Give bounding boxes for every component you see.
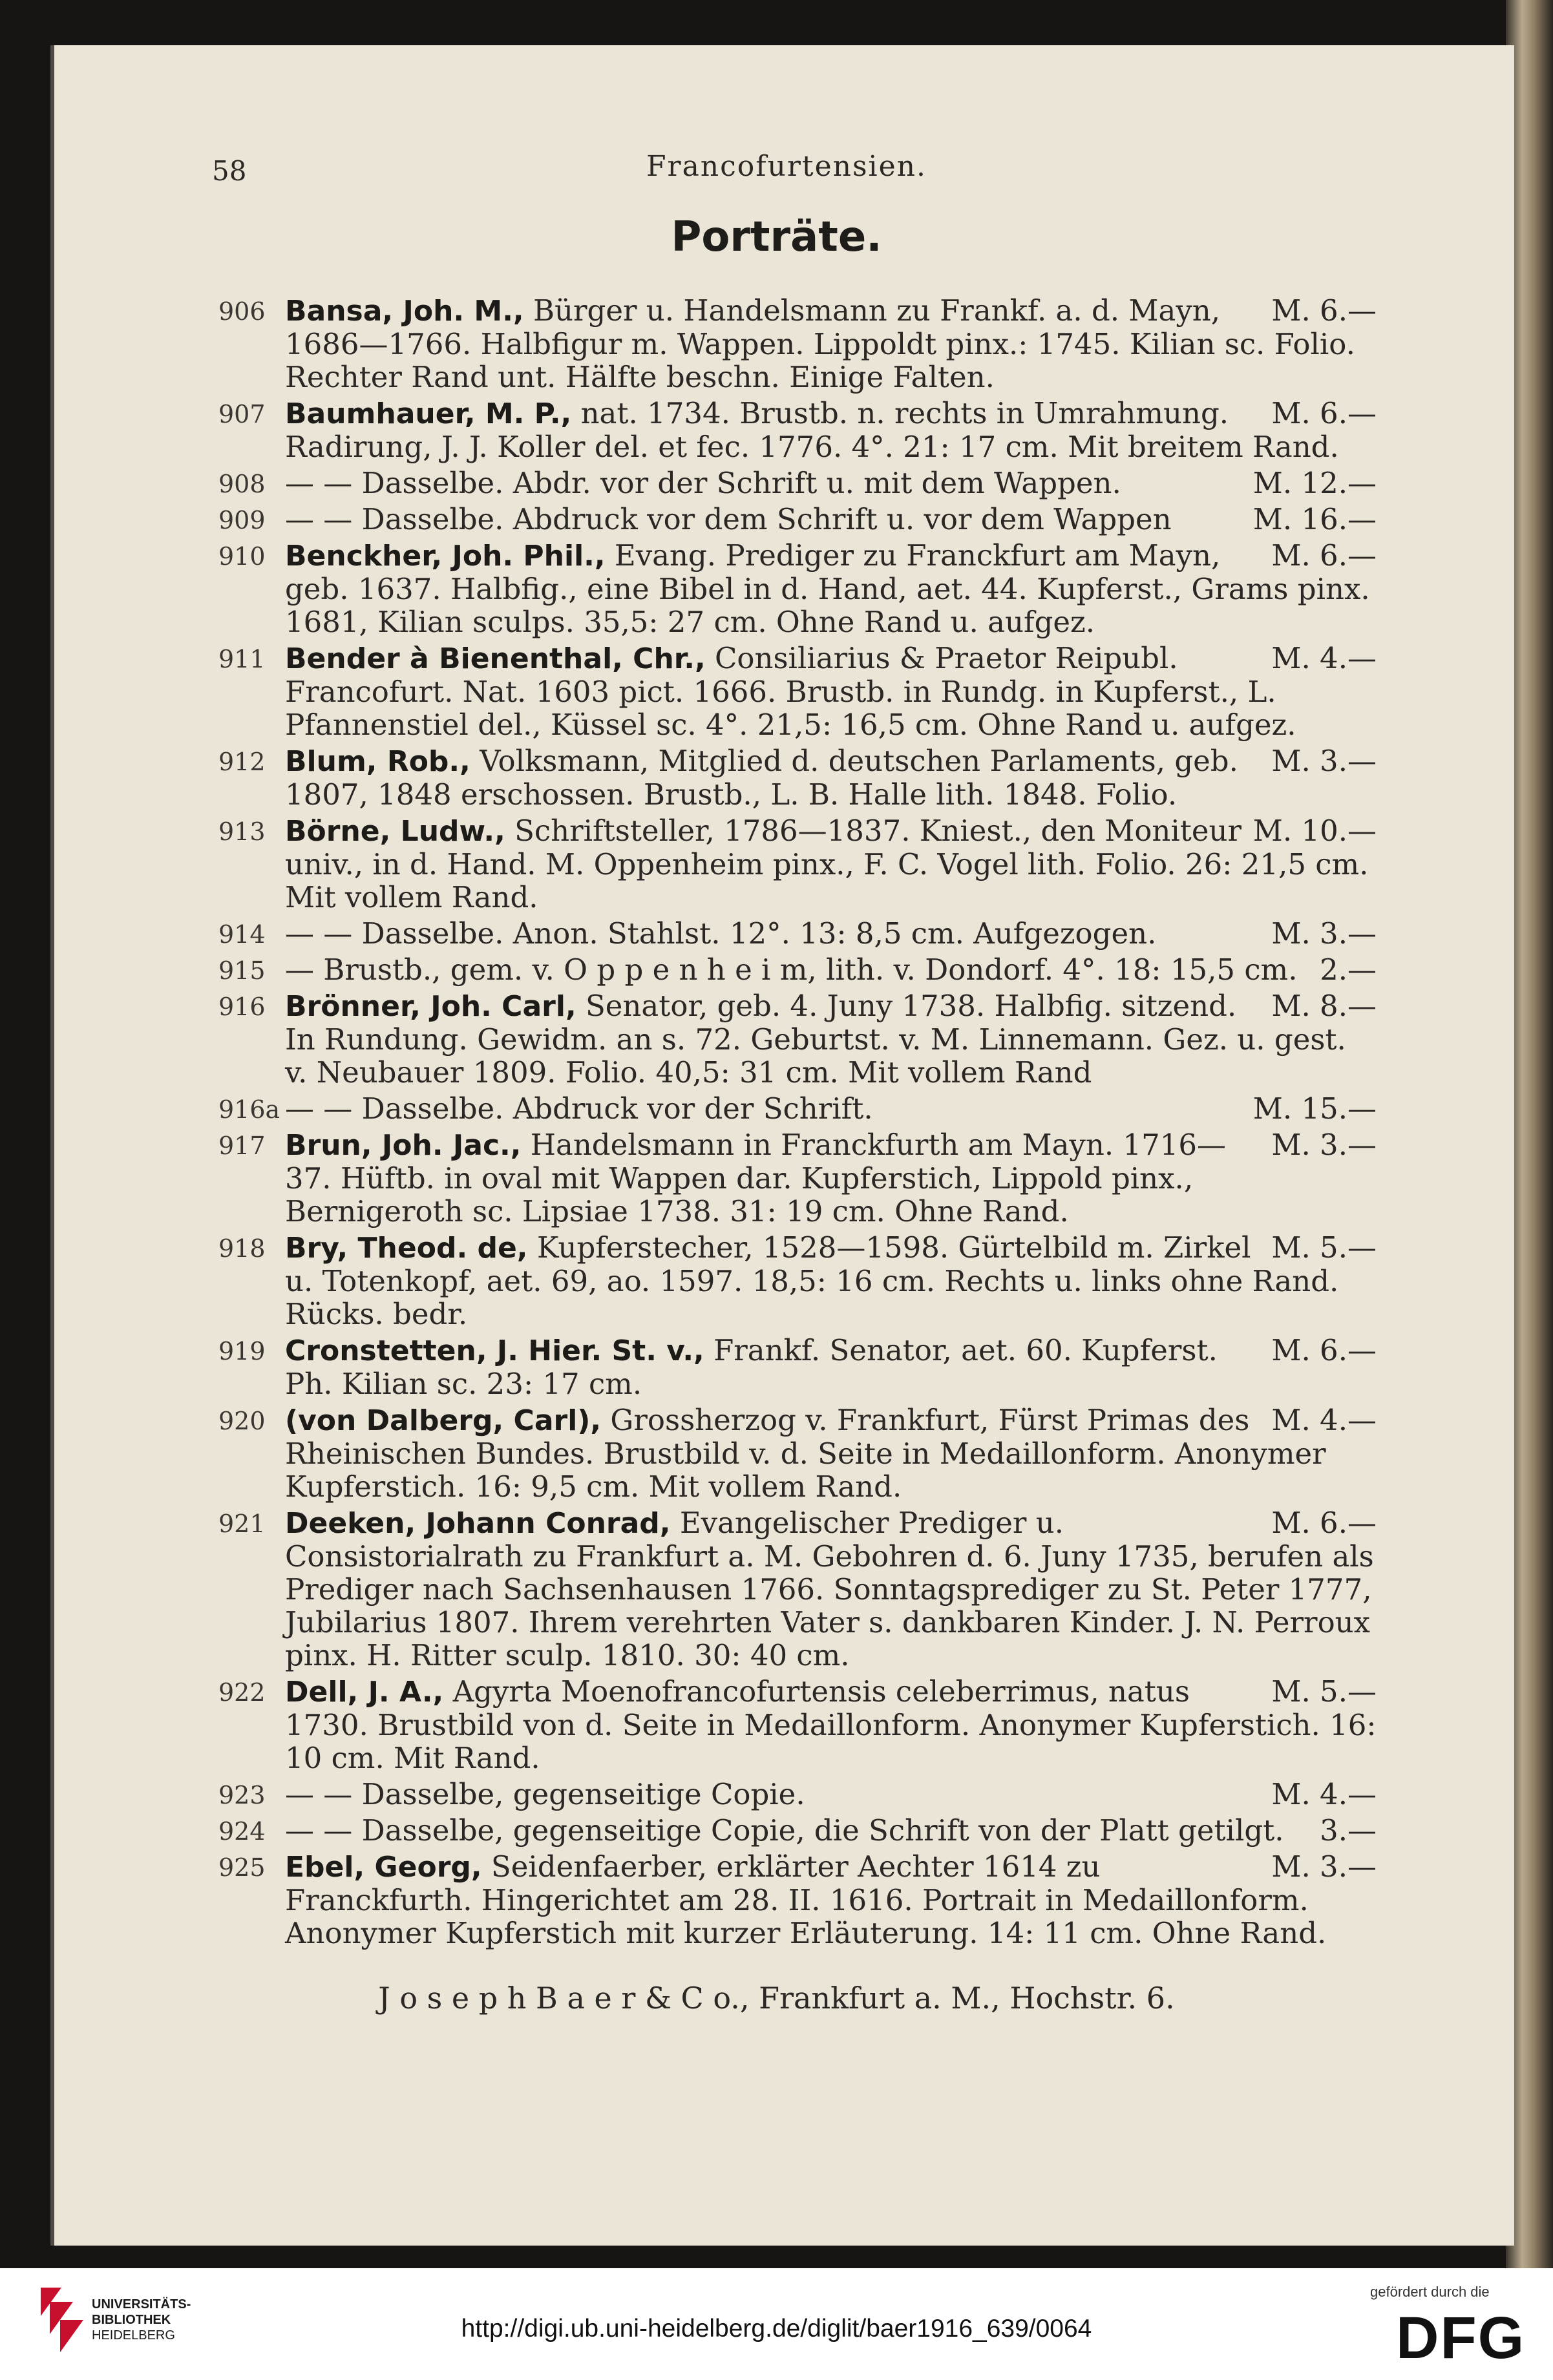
entry-price: M. 6.— (1271, 396, 1377, 430)
catalog-entry (218, 642, 1377, 741)
entry-description: — — Dasselbe. Abdr. vor der Schrift u. mit dem Wappen. (285, 466, 1121, 500)
entry-number: 919 (218, 1337, 266, 1365)
entry-description: nat. 1734. Brustb. n. rechts in Umrahmung. Radirung, J. J. Koller del. et fec. 1776. 4°. 21: 17 cm. Mit breitem Rand. (285, 396, 1339, 464)
entry-number: 924 (218, 1817, 266, 1846)
entry-description: Kupferstecher, 1528—1598. Gürtelbild m. Zirkel u. Totenkopf, aet. 69, ao. 1597. 18,5: 16 cm. Rechts u. links ohne Rand. Rücks. bedr. (285, 1230, 1339, 1331)
entry-name: Bansa, Joh. M., (285, 295, 524, 328)
entry-name: Börne, Ludw., (285, 815, 505, 848)
entry-description: Seidenfaerber, erklärter Aechter 1614 zu Franckfurth. Hingerichtet am 28. II. 1616. Portrait in Medaillonform. Anonymer Kupferstich mit kurzer Erläuterung. 14: 11 cm. Ohne Rand. (285, 1849, 1327, 1950)
entry-number: 909 (218, 506, 266, 534)
entry-number: 913 (218, 817, 266, 846)
entry-description: — — Dasselbe. Anon. Stahlst. 12°. 13: 8,5 cm. Aufgezogen. (285, 916, 1157, 951)
entry-name: Bender à Bienenthal, Chr., (285, 642, 706, 675)
entry-name: Bry, Theod. de, (285, 1232, 528, 1265)
entry-number: 914 (218, 920, 266, 949)
entry-name: Brun, Joh. Jac., (285, 1129, 522, 1162)
catalog-entry (218, 397, 1377, 463)
entry-number: 916a (218, 1095, 280, 1124)
entry-price: M. 3.— (1271, 1128, 1377, 1162)
entry-description: Schriftsteller, 1786—1837. Kniest., den Moniteur univ., in d. Hand. M. Oppenheim pinx., F. C. Vogel lith. Folio. 26: 21,5 cm. Mit vollem Rand. (285, 814, 1369, 914)
catalog-entry (218, 1334, 1377, 1400)
source-url-link[interactable]: http://digi.ub.uni-heidelberg.de/diglit/baer1916_639/0064 (461, 2315, 1092, 2343)
entry-number: 921 (218, 1510, 266, 1538)
entry-number: 915 (218, 956, 266, 985)
entry-number: 912 (218, 748, 266, 776)
entry-description: — — Dasselbe. Abdruck vor der Schrift. (285, 1091, 873, 1126)
entry-name: (von Dalberg, Carl), (285, 1404, 602, 1437)
catalog-entry (218, 989, 1377, 1089)
entry-number: 907 (218, 400, 266, 428)
catalog-entry (218, 1092, 1377, 1125)
entry-name: Ebel, Georg, (285, 1851, 482, 1884)
page-number: 58 (212, 155, 247, 187)
entry-name: Dell, J. A., (285, 1676, 444, 1709)
library-name-line2: BIBLIOTHEK (92, 2313, 171, 2327)
entry-price: M. 4.— (1271, 1777, 1377, 1811)
catalog-entry (218, 917, 1377, 950)
catalog-entry (218, 294, 1377, 394)
catalog-entries (218, 294, 1377, 1953)
entry-description: Senator, geb. 4. Juny 1738. Halbfig. sitzend. In Rundung. Gewidm. an s. 72. Geburtst. v. M. Linnemann. Gez. u. gest. v. Neubauer 1809. Folio. 40,5: 31 cm. Mit vollem Rand (285, 989, 1346, 1090)
entry-price: M. 6.— (1271, 1506, 1377, 1540)
entry-description: — — Dasselbe, gegenseitige Copie. (285, 1777, 805, 1811)
catalog-entry (218, 953, 1377, 986)
entry-number: 917 (218, 1132, 266, 1160)
catalog-entry (218, 1778, 1377, 1811)
entry-description: Evangelischer Prediger u. Consistorialrath zu Frankfurt a. M. Gebohren d. 6. Juny 1735, berufen als Prediger nach Sachsenhausen 1766. Sonntagsprediger zu St. Peter 1777, Jubilarius 1807. Ihrem verehrten Vater s. dankbaren Kinder. J. N. Perroux pinx. H. Ritter sculp. 1810. 30: 40 cm. (285, 1506, 1374, 1672)
entry-price: M. 12.— (1252, 466, 1377, 500)
entry-price: M. 5.— (1271, 1674, 1377, 1709)
entry-name: Cronstetten, J. Hier. St. v., (285, 1334, 704, 1367)
entry-description: Evang. Prediger zu Franckfurt am Mayn, geb. 1637. Halbfig., eine Bibel in d. Hand, aet. 44. Kupferst., Grams pinx. 1681, Kilian sculps. 35,5: 27 cm. Ohne Rand u. aufgez. (285, 538, 1370, 639)
entry-price: 2.— (1320, 953, 1377, 987)
catalog-entry (218, 539, 1377, 638)
catalog-entry (218, 1814, 1377, 1847)
entry-price: M. 3.— (1271, 916, 1377, 951)
catalog-entry (218, 1850, 1377, 1950)
entry-number: 920 (218, 1407, 266, 1435)
entry-price: M. 3.— (1271, 1849, 1377, 1884)
entry-description: Grossherzog v. Frankfurt, Fürst Primas des Rheinischen Bundes. Brustbild v. d. Seite in Medaillonform. Anonymer Kupferstich. 16: 9,5 cm. Mit vollem Rand. (285, 1403, 1326, 1504)
entry-price: M. 8.— (1271, 989, 1377, 1023)
entry-number: 911 (218, 645, 266, 673)
entry-description: Consiliarius & Praetor Reipubl. Francofurt. Nat. 1603 pict. 1666. Brustb. in Rundg. in Kupferst., L. Pfannenstiel del., Küssel sc. 4°. 21,5: 16,5 cm. Ohne Rand u. aufgez. (285, 641, 1296, 742)
entry-number: 918 (218, 1234, 266, 1263)
entry-price: M. 4.— (1271, 1403, 1377, 1437)
entry-price: M. 5.— (1271, 1230, 1377, 1265)
entry-number: 923 (218, 1781, 266, 1809)
catalog-entry (218, 1128, 1377, 1228)
running-head: Francofurtensien. (646, 150, 927, 183)
entry-name: Benckher, Joh. Phil., (285, 540, 606, 573)
library-name-line3: HEIDELBERG (92, 2328, 175, 2343)
catalog-entry (218, 467, 1377, 500)
entry-price: M. 6.— (1271, 538, 1377, 573)
entry-number: 916 (218, 993, 266, 1021)
entry-description: Volksmann, Mitglied d. deutschen Parlaments, geb. 1807, 1848 erschossen. Brustb., L. B. Halle lith. 1848. Folio. (285, 744, 1238, 812)
entry-description: — Brustb., gem. v. O p p e n h e i m, lith. v. Dondorf. 4°. 18: 15,5 cm. (285, 953, 1298, 987)
section-title: Porträte. (671, 213, 882, 261)
entry-name: Baumhauer, M. P., (285, 397, 572, 430)
entry-price: M. 6.— (1271, 293, 1377, 328)
entry-price: M. 4.— (1271, 641, 1377, 675)
entry-description: Agyrta Moenofrancofurtensis celeberrimus, natus 1730. Brustbild von d. Seite in Medaillonform. Anonymer Kupferstich. 16: 10 cm. Mit Rand. (285, 1674, 1377, 1775)
entry-number: 922 (218, 1678, 266, 1707)
dfg-logo: DFG (1396, 2305, 1526, 2371)
catalog-entry (218, 1404, 1377, 1503)
catalog-entry (218, 1506, 1377, 1672)
entry-price: 3.— (1320, 1813, 1377, 1848)
entry-number: 908 (218, 470, 266, 498)
catalog-entry (218, 1675, 1377, 1774)
entry-description: Bürger u. Handelsmann zu Frankf. a. d. Mayn, 1686—1766. Halbfigur m. Wappen. Lippoldt pinx.: 1745. Kilian sc. Folio. Rechter Rand unt. Hälfte beschn. Einige Falten. (285, 293, 1355, 394)
publisher-imprint: J o s e p h B a e r & C o., Frankfurt a. M., Hochstr. 6. (378, 1981, 1175, 2016)
catalog-entry (218, 814, 1377, 914)
library-name-line1: UNIVERSITÄTS- (92, 2297, 191, 2312)
entry-description: Frankf. Senator, aet. 60. Kupferst. Ph. Kilian sc. 23: 17 cm. (285, 1333, 1218, 1401)
catalog-entry (218, 1231, 1377, 1331)
entry-number: 925 (218, 1853, 266, 1882)
entry-name: Deeken, Johann Conrad, (285, 1507, 671, 1540)
digitization-footer (0, 2268, 1553, 2380)
funded-by-label: gefördert durch die (1370, 2284, 1490, 2300)
entry-name: Blum, Rob., (285, 745, 470, 778)
entry-description: — — Dasselbe, gegenseitige Copie, die Schrift von der Platt getilgt. (285, 1813, 1284, 1848)
entry-number: 906 (218, 297, 266, 326)
catalog-entry (218, 744, 1377, 811)
entry-price: M. 16.— (1252, 502, 1377, 536)
entry-price: M. 15.— (1252, 1091, 1377, 1126)
entry-price: M. 10.— (1252, 814, 1377, 848)
catalog-entry (218, 503, 1377, 536)
entry-price: M. 3.— (1271, 744, 1377, 778)
entry-description: Handelsmann in Franckfurth am Mayn. 1716—37. Hüftb. in oval mit Wappen dar. Kupferstich, Lippold pinx., Bernigeroth sc. Lipsiae 1738. 31: 19 cm. Ohne Rand. (285, 1128, 1226, 1228)
entry-description: — — Dasselbe. Abdruck vor dem Schrift u. vor dem Wappen (285, 502, 1172, 536)
entry-number: 910 (218, 542, 266, 571)
entry-name: Brönner, Joh. Carl, (285, 990, 576, 1023)
entry-price: M. 6.— (1271, 1333, 1377, 1367)
